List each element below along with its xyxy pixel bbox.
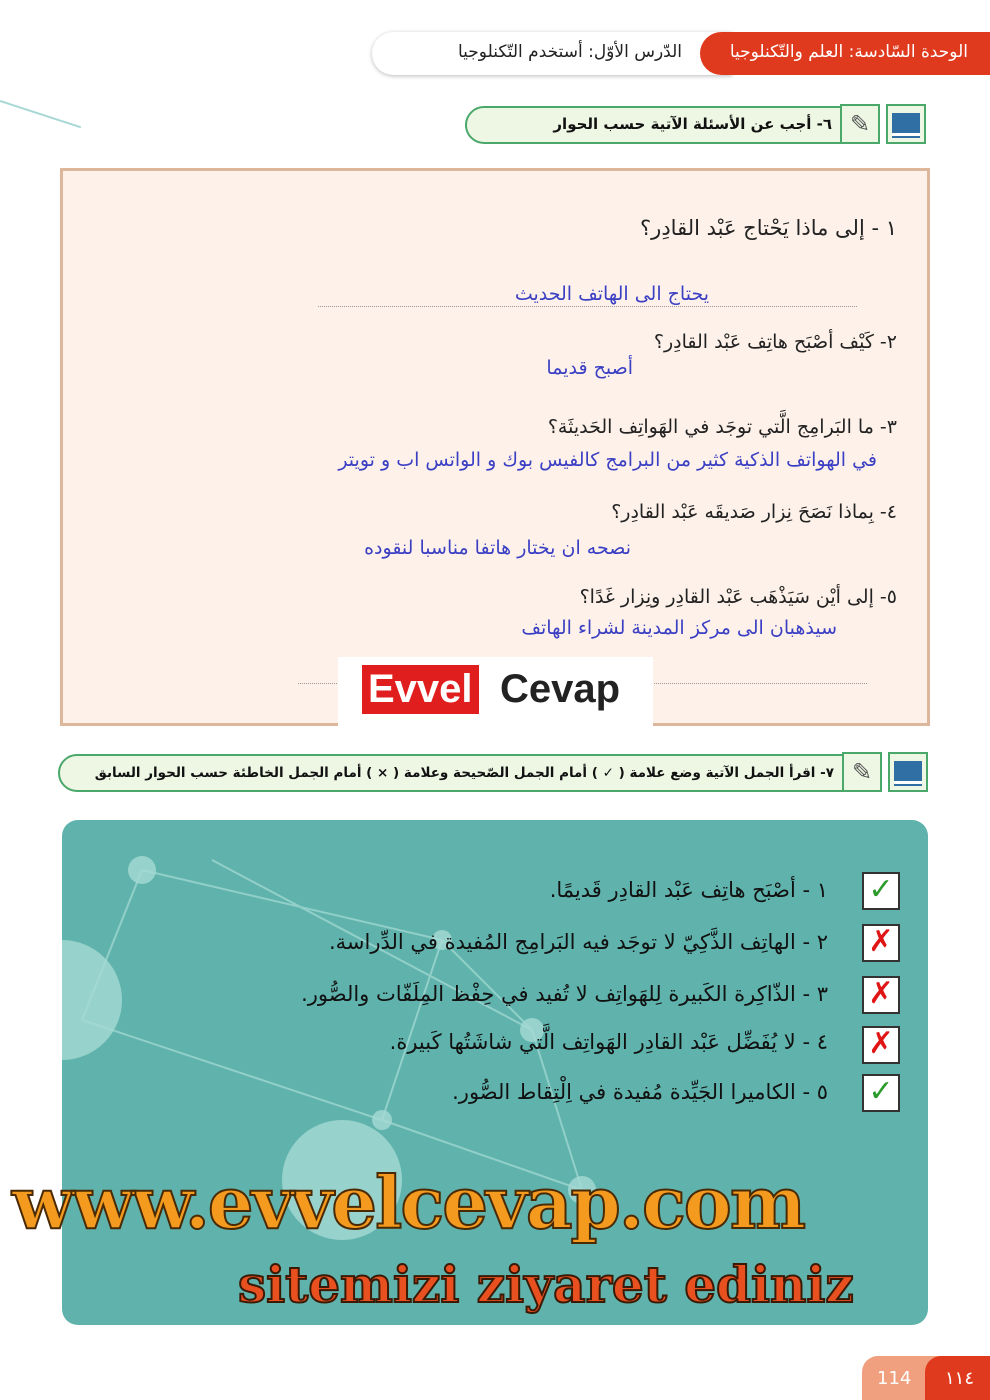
statement-4: ٤ - لا يُفَضِّل عَبْد القادِر الهَواتِف الَّتي شاشَتُها كَبيرة. [389,1030,828,1054]
answer-3: في الهواتف الذكية كثير من البرامج كالفيس بوك و الواتس اب و تويتر [338,449,877,471]
question-1: ١ - إلى ماذا يَحْتاج عَبْد القادِر؟ [640,216,897,240]
watermark-url: www.evvelcevap.com [12,1160,804,1245]
question-3: ٣- ما البَرامِج الَّتي توجَد في الهَواتِف الحَديثَة؟ [547,416,897,438]
answer-2: أصبح قديما [546,357,633,379]
page-number-arabic: ١١٤ [925,1356,990,1400]
answers-box [60,168,930,726]
pen-icon: ✎ [840,104,880,144]
statement-3: ٣ - الذّاكِرة الكَبيرة لِلهَواتِف لا تُفيد في حِفْظ المِلَفّات والصُّور. [301,982,828,1006]
check-icon[interactable]: ✓ [862,1074,900,1112]
cross-icon[interactable]: ✗ [862,1026,900,1064]
check-icon[interactable]: ✓ [862,872,900,910]
statements-box [62,820,928,1325]
page-number-latin: 114 [862,1356,942,1400]
section7-title: ٧- اقرأ الجمل الآتية وضع علامة ( ✓ ) أمام الجمل الصّحيحة وعلامة ( × ) أمام الجمل الخاطئة حسب الحوار السابق [94,765,834,781]
lesson-title: الدّرس الأوّل: أستخدم التّكنلوجيا [457,42,682,62]
unit-header [700,32,990,75]
book-icon [886,104,926,144]
pen-icon: ✎ [842,752,882,792]
section6-title: ٦- أجب عن الأسئلة الآتية حسب الحوار [553,115,832,133]
watermark-slogan: sitemizi ziyaret ediniz [238,1255,854,1314]
statement-1: ١ - أصْبَح هاتِف عَبْد القادِر قَديمًا. [549,878,828,902]
section7-header [58,754,844,792]
cross-icon[interactable]: ✗ [862,976,900,1014]
answer-1: يحتاج الى الهاتف الحديث [514,283,709,305]
question-4: ٤- بِماذا نَصَحَ نِزار صَديقَه عَبْد القادِر؟ [611,501,897,523]
question-5: ٥- إلى أيْن سَيَذْهَب عَبْد القادِر ونِزار غَدًا؟ [579,586,897,608]
section6-header [465,106,842,144]
answer-5: سيذهبان الى مركز المدينة لشراء الهاتف [521,617,837,639]
unit-title: الوحدة السّادسة: العلم والتّكنلوجيا [729,42,968,62]
question-2: ٢- كَيْف أصْبَح هاتِف عَبْد القادِر؟ [653,331,897,353]
statement-5: ٥ - الكاميرا الجَيِّدة مُفيدة في اِلْتِقاط الصُّور. [452,1080,828,1104]
lesson-header [372,32,732,75]
cross-icon[interactable]: ✗ [862,924,900,962]
book-icon [888,752,928,792]
decorative-line [0,100,81,128]
answer-4: نصحه ان يختار هاتفا مناسبا لنقوده [364,537,631,559]
statement-2: ٢ - الهاتِف الذَّكِيّ لا توجَد فيه البَرامِج المُفيدة في الدِّراسة. [328,930,828,954]
evvelcevap-logo: Evvel Cevap [338,657,653,727]
